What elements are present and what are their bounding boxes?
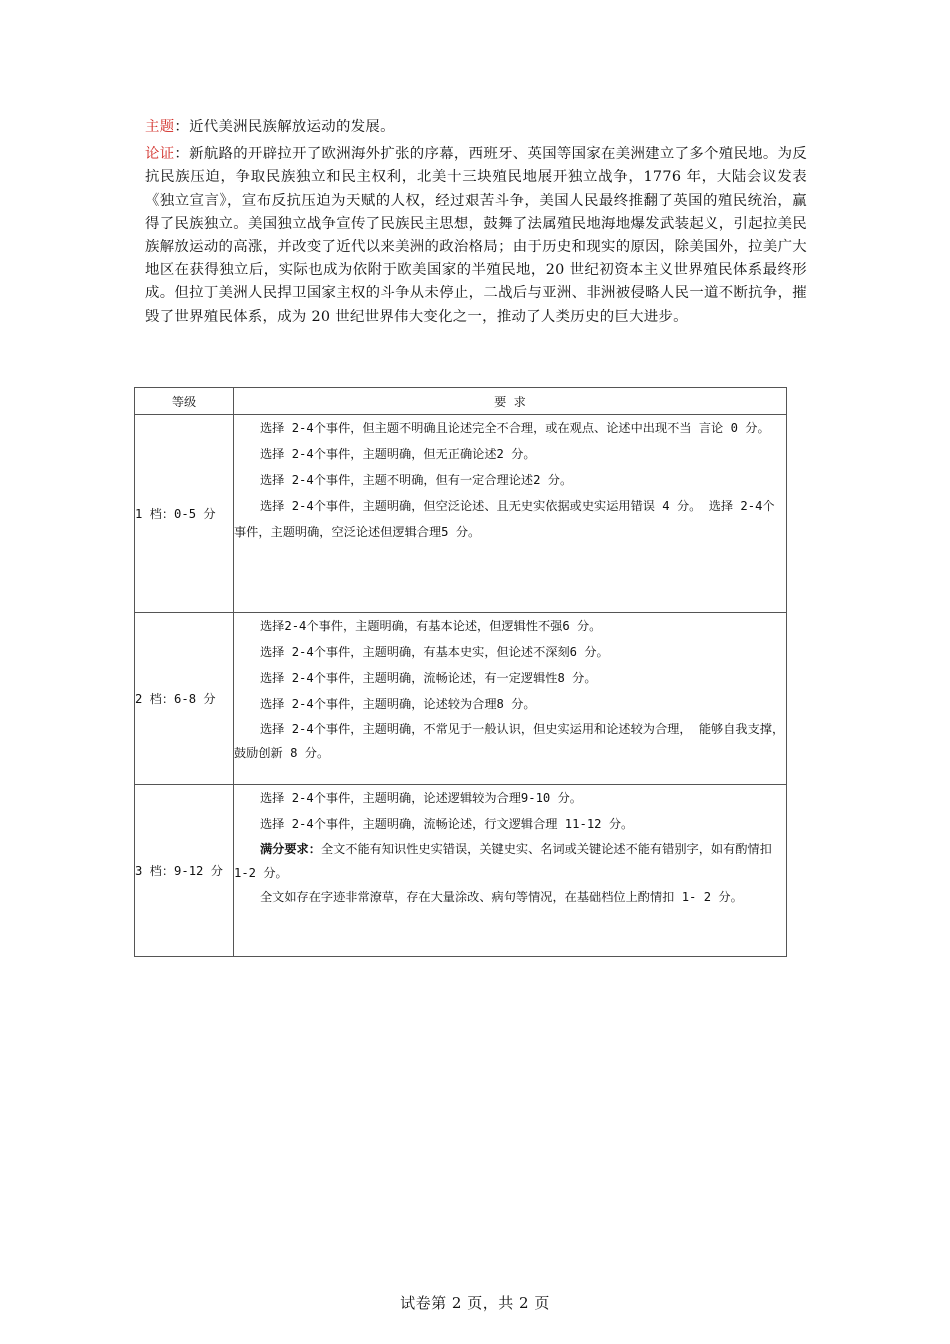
essay-theme: 主题：近代美洲民族解放运动的发展。 <box>145 119 395 135</box>
header-level: 等级 <box>135 388 234 415</box>
handwriting-requirement: 全文如存在字迹非常潦草，存在大量涂改、病句等情况，在基础档位上酌情扣 1- 2 分。 <box>260 890 743 904</box>
requirement-line: 选择 2-4个事件，主题明确，有基本史实，但论述不深刻6 分。 <box>260 645 609 659</box>
requirement-line: 选择 2-4个事件，主题明确，论述逻辑较为合理9-10 分。 <box>260 791 582 805</box>
header-requirement: 要 求 <box>234 388 787 415</box>
essay <box>145 116 807 333</box>
full-score-requirement <box>234 837 786 885</box>
full-score-text: 全文不能有知识性史实错误，关键史实、名词或关键论述不能有错别字，如有酌情扣 1-2 分。 <box>234 842 772 880</box>
argument-label: 论证 <box>145 146 175 163</box>
requirement-line: 选择 2-4个事件，主题不明确，但有一定合理论述2 分。 <box>260 473 573 487</box>
requirement-line: 选择 2-4个事件，主题明确，但无正确论述2 分。 <box>260 447 536 461</box>
full-score-label: 满分要求： <box>260 842 321 856</box>
table-row <box>135 785 787 957</box>
requirement-line: 选择 2-4个事件，主题明确，论述较为合理8 分。 <box>260 697 536 711</box>
scoring-rubric-table <box>134 387 787 957</box>
requirement-line: 选择 2-4个事件，主题明确，流畅论述，行文逻辑合理 11-12 分。 <box>260 817 634 831</box>
level-cell: 3 档：9-12 分 <box>135 785 234 957</box>
argument-text: 新航路的开辟拉开了欧洲海外扩张的序幕，西班牙、英国等国家在美洲建立了多个殖民地。为反抗民族压迫，争取民族独立和民主权利，北美十三块殖民地展开独立战争，1776 年，大陆会议发表《独立宣言》，宣布反抗压迫为天赋的人权，经过艰苦斗争，美国人民最终推翻了英国的殖民统治，赢得了民族独立。美国独立战争宣传了民族民主思想，鼓舞了法属殖民地海地爆发武装起义，引起拉美民族解放运动的高涨，并改变了近代以来美洲的政治格局；由于历史和现实的原因，除美国外，拉美广大地区在获得独立后，实际也成为依附于欧美国家的半殖民地，20 世纪初资本主义世界殖民体系最终形成。但拉丁美洲人民捍卫国家主权的斗争从未停止，二战后与亚洲、非洲被侵略人民一道不断抗争，摧毁了世界殖民体系，成为 20 世纪世界伟大变化之一，推动了人类历史的巨大进步。 <box>145 146 807 325</box>
level-cell: 2 档：6-8 分 <box>135 613 234 785</box>
requirement-line: 选择 2-4个事件，主题明确，流畅论述，有一定逻辑性8 分。 <box>260 671 597 685</box>
requirement-line: 选择 2-4个事件，主题明确，不常见于一般认识，但史实运用和论述较为合理， 能够自我支撑，鼓励创新 8 分。 <box>234 722 785 760</box>
table-row <box>135 613 787 785</box>
theme-label: 主题 <box>145 119 175 135</box>
requirement-cell <box>234 613 787 785</box>
requirement-line: 选择2-4个事件，主题明确，有基本论述，但逻辑性不强6 分。 <box>260 619 602 633</box>
level-cell: 1 档：0-5 分 <box>135 415 234 613</box>
requirement-cell <box>234 415 787 613</box>
table-header-row <box>135 388 787 415</box>
theme-text: 近代美洲民族解放运动的发展。 <box>189 119 395 135</box>
essay-argument: 论证：新航路的开辟拉开了欧洲海外扩张的序幕，西班牙、英国等国家在美洲建立了多个殖民地。为反抗民族压迫，争取民族独立和民主权利，北美十三块殖民地展开独立战争，1776 年，大陆会议发表《独立宣言》，宣布反抗压迫为天赋的人权，经过艰苦斗争，美国人民最终推翻了英国的殖民统治，赢得了民族独立。美国独立战争宣传了民族民主思想，鼓舞了法属殖民地海地爆发武装起义，引起拉美民族解放运动的高涨，并改变了近代以来美洲的政治格局；由于历史和现实的原因，除美国外，拉美广大地区在获得独立后，实际也成为依附于欧美国家的半殖民地，20 世纪初资本主义世界殖民体系最终形成。但拉丁美洲人民捍卫国家主权的斗争从未停止，二战后与亚洲、非洲被侵略人民一道不断抗争，摧毁了世界殖民体系，成为 20 世纪世界伟大变化之一，推动了人类历史的巨大进步。 <box>145 146 807 325</box>
requirement-cell <box>234 785 787 957</box>
page-footer: 试卷第 2 页，共 2 页 <box>400 1294 550 1312</box>
table-row <box>135 415 787 613</box>
requirement-line: 选择 2-4个事件，主题明确，但空泛论述、且无史实依据或史实运用错误 4 分。 选择 2-4个事件，主题明确，空泛论述但逻辑合理5 分。 <box>234 499 775 539</box>
requirement-line: 选择 2-4个事件，但主题不明确且论述完全不合理，或在观点、论述中出现不当 言论 0 分。 <box>260 421 770 435</box>
